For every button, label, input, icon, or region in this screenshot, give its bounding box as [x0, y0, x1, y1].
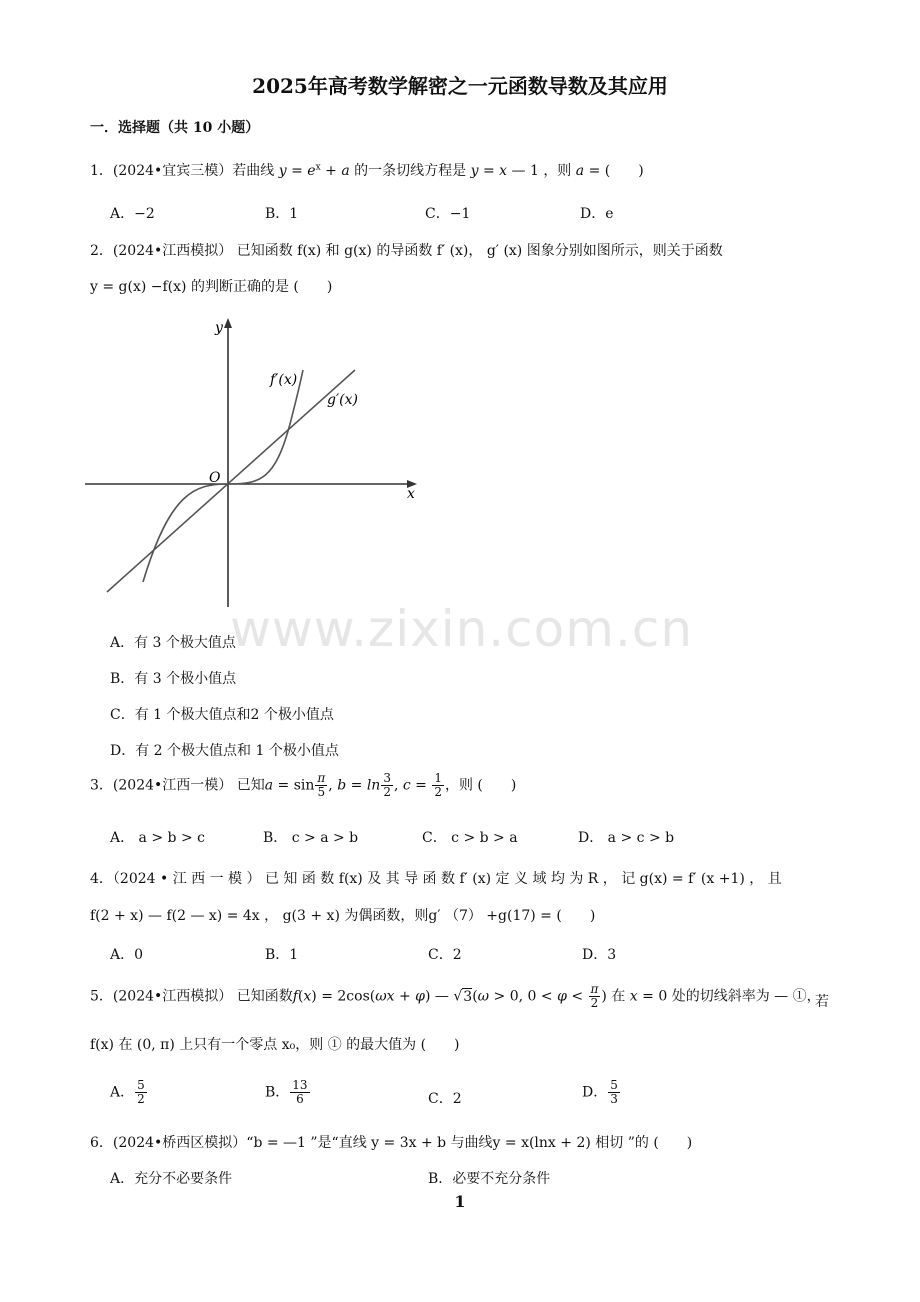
question-text: 在	[611, 988, 626, 1005]
question-source: (2024•宜宾三模）	[112, 163, 233, 179]
q3-option-b: B． c > a > b	[263, 830, 359, 846]
section-heading: 一．选择题（共 10 小题）	[90, 120, 260, 136]
derivative-graph	[85, 312, 425, 612]
q2-option-a: A．有 3 个极大值点	[110, 635, 236, 651]
question-number: 5．	[90, 988, 113, 1005]
question-5-text-d: 若	[815, 994, 829, 1010]
page-number: 1	[454, 1192, 466, 1211]
q1-option-a: A．−2	[110, 206, 155, 222]
q4-option-b: B．1	[265, 947, 299, 963]
question-text: 处的切线斜率为 — ①，	[671, 988, 821, 1005]
question-source: (2024•桥西区模拟）	[112, 1135, 247, 1151]
q1-option-b: B．1	[265, 206, 299, 222]
question-number: 6．	[90, 1135, 113, 1151]
question-3: 3．(2024•江西一模） 已知a = sin $\frac{\pi}{5}$ , b = ln $\frac{3}{2}$ , c = $\frac{1}{2}$ ，则 ( )	[90, 771, 517, 799]
g-prime-label: g′(x)	[327, 392, 358, 408]
watermark: www.zixin.com.cn	[230, 600, 694, 658]
q1-option-c: C．−1	[425, 206, 471, 222]
q5-option-b: B． $\frac{13}{6}$	[265, 1078, 308, 1106]
g-prime-line	[107, 370, 355, 592]
question-2	[90, 240, 723, 260]
question-text: 若曲线	[232, 163, 275, 179]
question-source: (2024•江西一模）	[112, 777, 233, 794]
question-text: ，则	[543, 163, 572, 179]
q2-option-c: C．有 1 个极大值点和2 个极小值点	[110, 707, 334, 723]
question-text: “b = —1 ”是“直线 y = 3x + b 与曲线y = x(lnx + 2) 相切 ”的 ( )	[246, 1135, 693, 1151]
question-text: 已知函数 f(x) 和 g(x) 的导函数 f′ (x)， g′ (x) 图象分别如图所示，则关于函数	[236, 243, 723, 259]
question-text: 的一条切线方程是	[354, 163, 467, 179]
answer-blank: ，则 ( )	[444, 777, 517, 794]
q1-option-d: D．e	[580, 206, 614, 222]
q4-option-d: D．3	[582, 947, 617, 963]
q6-option-b: B．必要不充分条件	[428, 1171, 551, 1187]
question-text: 已知函数	[236, 988, 293, 1005]
question-2-line2: y = g(x) −f(x) 的判断正确的是 ( )	[90, 279, 333, 295]
page-title: 2025年高考数学解密之一元函数导数及其应用	[252, 74, 668, 98]
question-5-line2: f(x) 在 (0, π) 上只有一个零点 x₀，则 ① 的最大值为 ( )	[90, 1037, 460, 1053]
question-source: (2024•江西模拟）	[112, 243, 233, 259]
q4-option-a: A．0	[110, 947, 144, 963]
x-axis-label: x	[407, 486, 415, 502]
q5-option-c: C．2	[428, 1091, 462, 1107]
q4-option-c: C．2	[428, 947, 462, 963]
q2-option-d: D．有 2 个极大值点和 1 个极小值点	[110, 743, 339, 759]
question-number: 3．	[90, 777, 113, 794]
question-text: （2024 • 江 西 一 模 ） 已 知 函 数 f(x) 及 其 导 函 数 f′ (x) 定 义 域 均 为 R ， 记 g(x) = f′ (x +1) ， 且	[112, 871, 782, 887]
answer-blank: ( )	[604, 163, 644, 179]
question-number: 4．	[90, 871, 113, 887]
question-4	[90, 868, 782, 888]
question-text: 已知	[236, 777, 265, 794]
question-5: 5．(2024•江西模拟） 已知函数f(x) = 2cos(ωx + φ) — √3(ω > 0, 0 < φ < $\frac{\pi}{2}$ ) 在 x = 0 处的切线斜率为 — ①，	[90, 982, 821, 1010]
q5-option-a: A． $\frac{5}{2}$	[110, 1078, 145, 1106]
q2-option-b: B．有 3 个极小值点	[110, 671, 237, 687]
q5-option-d: D． $\frac{5}{3}$	[582, 1078, 618, 1106]
q3-option-a: A． a > b > c	[110, 830, 205, 846]
question-number: 2．	[90, 243, 113, 259]
question-source: (2024•江西模拟）	[112, 988, 233, 1005]
origin-label: O	[209, 470, 221, 486]
y-axis-arrow	[224, 318, 232, 328]
question-6	[90, 1132, 692, 1152]
question-number: 1．	[90, 163, 113, 179]
question-4-line2: f(2 + x) — f(2 — x) = 4x ， g(3 + x) 为偶函数，则g′ （7） +g(17) = ( )	[90, 908, 596, 924]
q6-option-a: A．充分不必要条件	[110, 1171, 233, 1187]
q3-option-d: D． a > c > b	[578, 830, 675, 846]
y-axis-label: y	[215, 320, 223, 336]
f-prime-label: f′(x)	[270, 372, 298, 388]
question-1: 1．(2024•宜宾三模）若曲线 $y = e^x + a$ 的一条切线方程是 y = x — 1 ，则 a = ( )	[90, 162, 644, 179]
q3-option-c: C． c > b > a	[422, 830, 518, 846]
f-prime-curve	[143, 370, 303, 582]
